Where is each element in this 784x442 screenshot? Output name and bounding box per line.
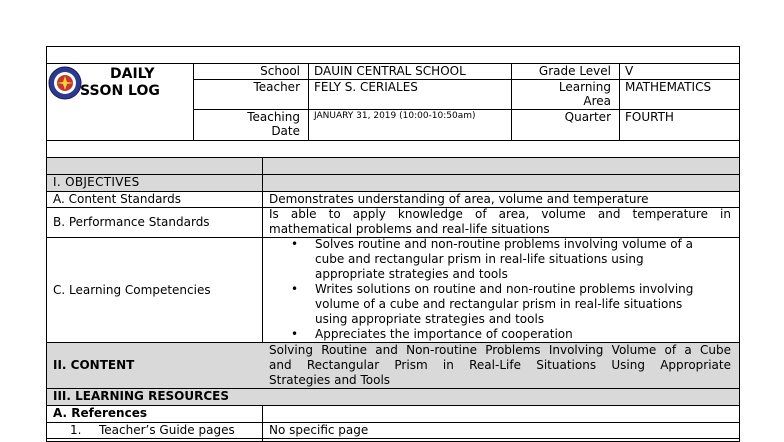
- competency-item: cube and rectangular prism in real-life situations using: [315, 252, 644, 266]
- bullet-icon: •: [291, 282, 299, 296]
- quarter-label: Quarter: [564, 110, 611, 124]
- teachers-guide-value: No specific page: [269, 423, 369, 437]
- divider: [619, 63, 620, 140]
- grade-label: Grade Level: [538, 64, 611, 78]
- bullet-icon: •: [291, 327, 299, 341]
- quarter-value: FOURTH: [625, 110, 674, 124]
- bullet-icon: •: [291, 237, 299, 251]
- divider: [193, 63, 194, 140]
- teacher-label: Teacher: [253, 80, 300, 94]
- learning-competencies-label: C. Learning Competencies: [53, 283, 211, 297]
- objectives-heading: I. OBJECTIVES: [53, 175, 140, 189]
- performance-standards-value: Is able to apply knowledge of area, volume and temperature in: [269, 207, 731, 221]
- learning-resources-heading: III. LEARNING RESOURCES: [53, 389, 229, 403]
- school-label: School: [260, 64, 300, 78]
- teaching-date-label: Date: [271, 124, 300, 138]
- teacher-value: FELY S. CERIALES: [314, 80, 418, 94]
- learning-area-value: MATHEMATICS: [625, 80, 712, 94]
- divider: [46, 140, 739, 141]
- teaching-date-label: Teaching: [247, 110, 300, 124]
- learning-area-label: Learning: [558, 80, 611, 94]
- lesson-log-title: SSON LOG: [80, 83, 160, 99]
- content-heading: II. CONTENT: [53, 358, 135, 372]
- content-topic: Strategies and Tools: [269, 373, 391, 387]
- competency-item: appropriate strategies and tools: [315, 267, 508, 281]
- teachers-guide-label: Teacher’s Guide pages: [99, 423, 235, 437]
- learning-area-label: Area: [583, 94, 611, 108]
- competency-item: Writes solutions on routine and non-routine problems involving: [315, 282, 694, 296]
- section-band: [47, 158, 739, 174]
- content-topic: and Rectangular Prism in Real-Life Situations Using Appropriate: [269, 358, 731, 372]
- lesson-log-title: DAILY: [110, 66, 155, 82]
- competency-item: Solves routine and non-routine problems involving volume of a: [315, 237, 693, 251]
- content-standards-value: Demonstrates understanding of area, volume and temperature: [269, 192, 649, 206]
- competency-item: using appropriate strategies and tools: [315, 312, 545, 326]
- divider: [46, 405, 739, 406]
- competency-item: volume of a cube and rectangular prism in real-life situations: [315, 297, 683, 311]
- performance-standards-value: mathematical problems and real-life situations: [269, 222, 550, 236]
- content-standards-label: A. Content Standards: [53, 192, 182, 206]
- teaching-date-value: JANUARY 31, 2019 (10:00-10:50am): [314, 111, 476, 121]
- references-label: A. References: [53, 406, 147, 420]
- divider: [46, 438, 739, 439]
- school-value: DAUIN CENTRAL SCHOOL: [314, 64, 466, 78]
- content-topic: Solving Routine and Non-routine Problems Involving Volume of a Cube: [269, 343, 731, 357]
- divider: [308, 63, 309, 140]
- divider: [511, 63, 512, 140]
- deped-seal-icon: [48, 66, 82, 100]
- section-band: [47, 175, 739, 191]
- performance-standards-label: B. Performance Standards: [53, 215, 210, 229]
- competency-item: Appreciates the importance of cooperation: [315, 327, 573, 341]
- grade-value: V: [625, 64, 634, 78]
- teachers-guide-number: 1.: [70, 423, 82, 437]
